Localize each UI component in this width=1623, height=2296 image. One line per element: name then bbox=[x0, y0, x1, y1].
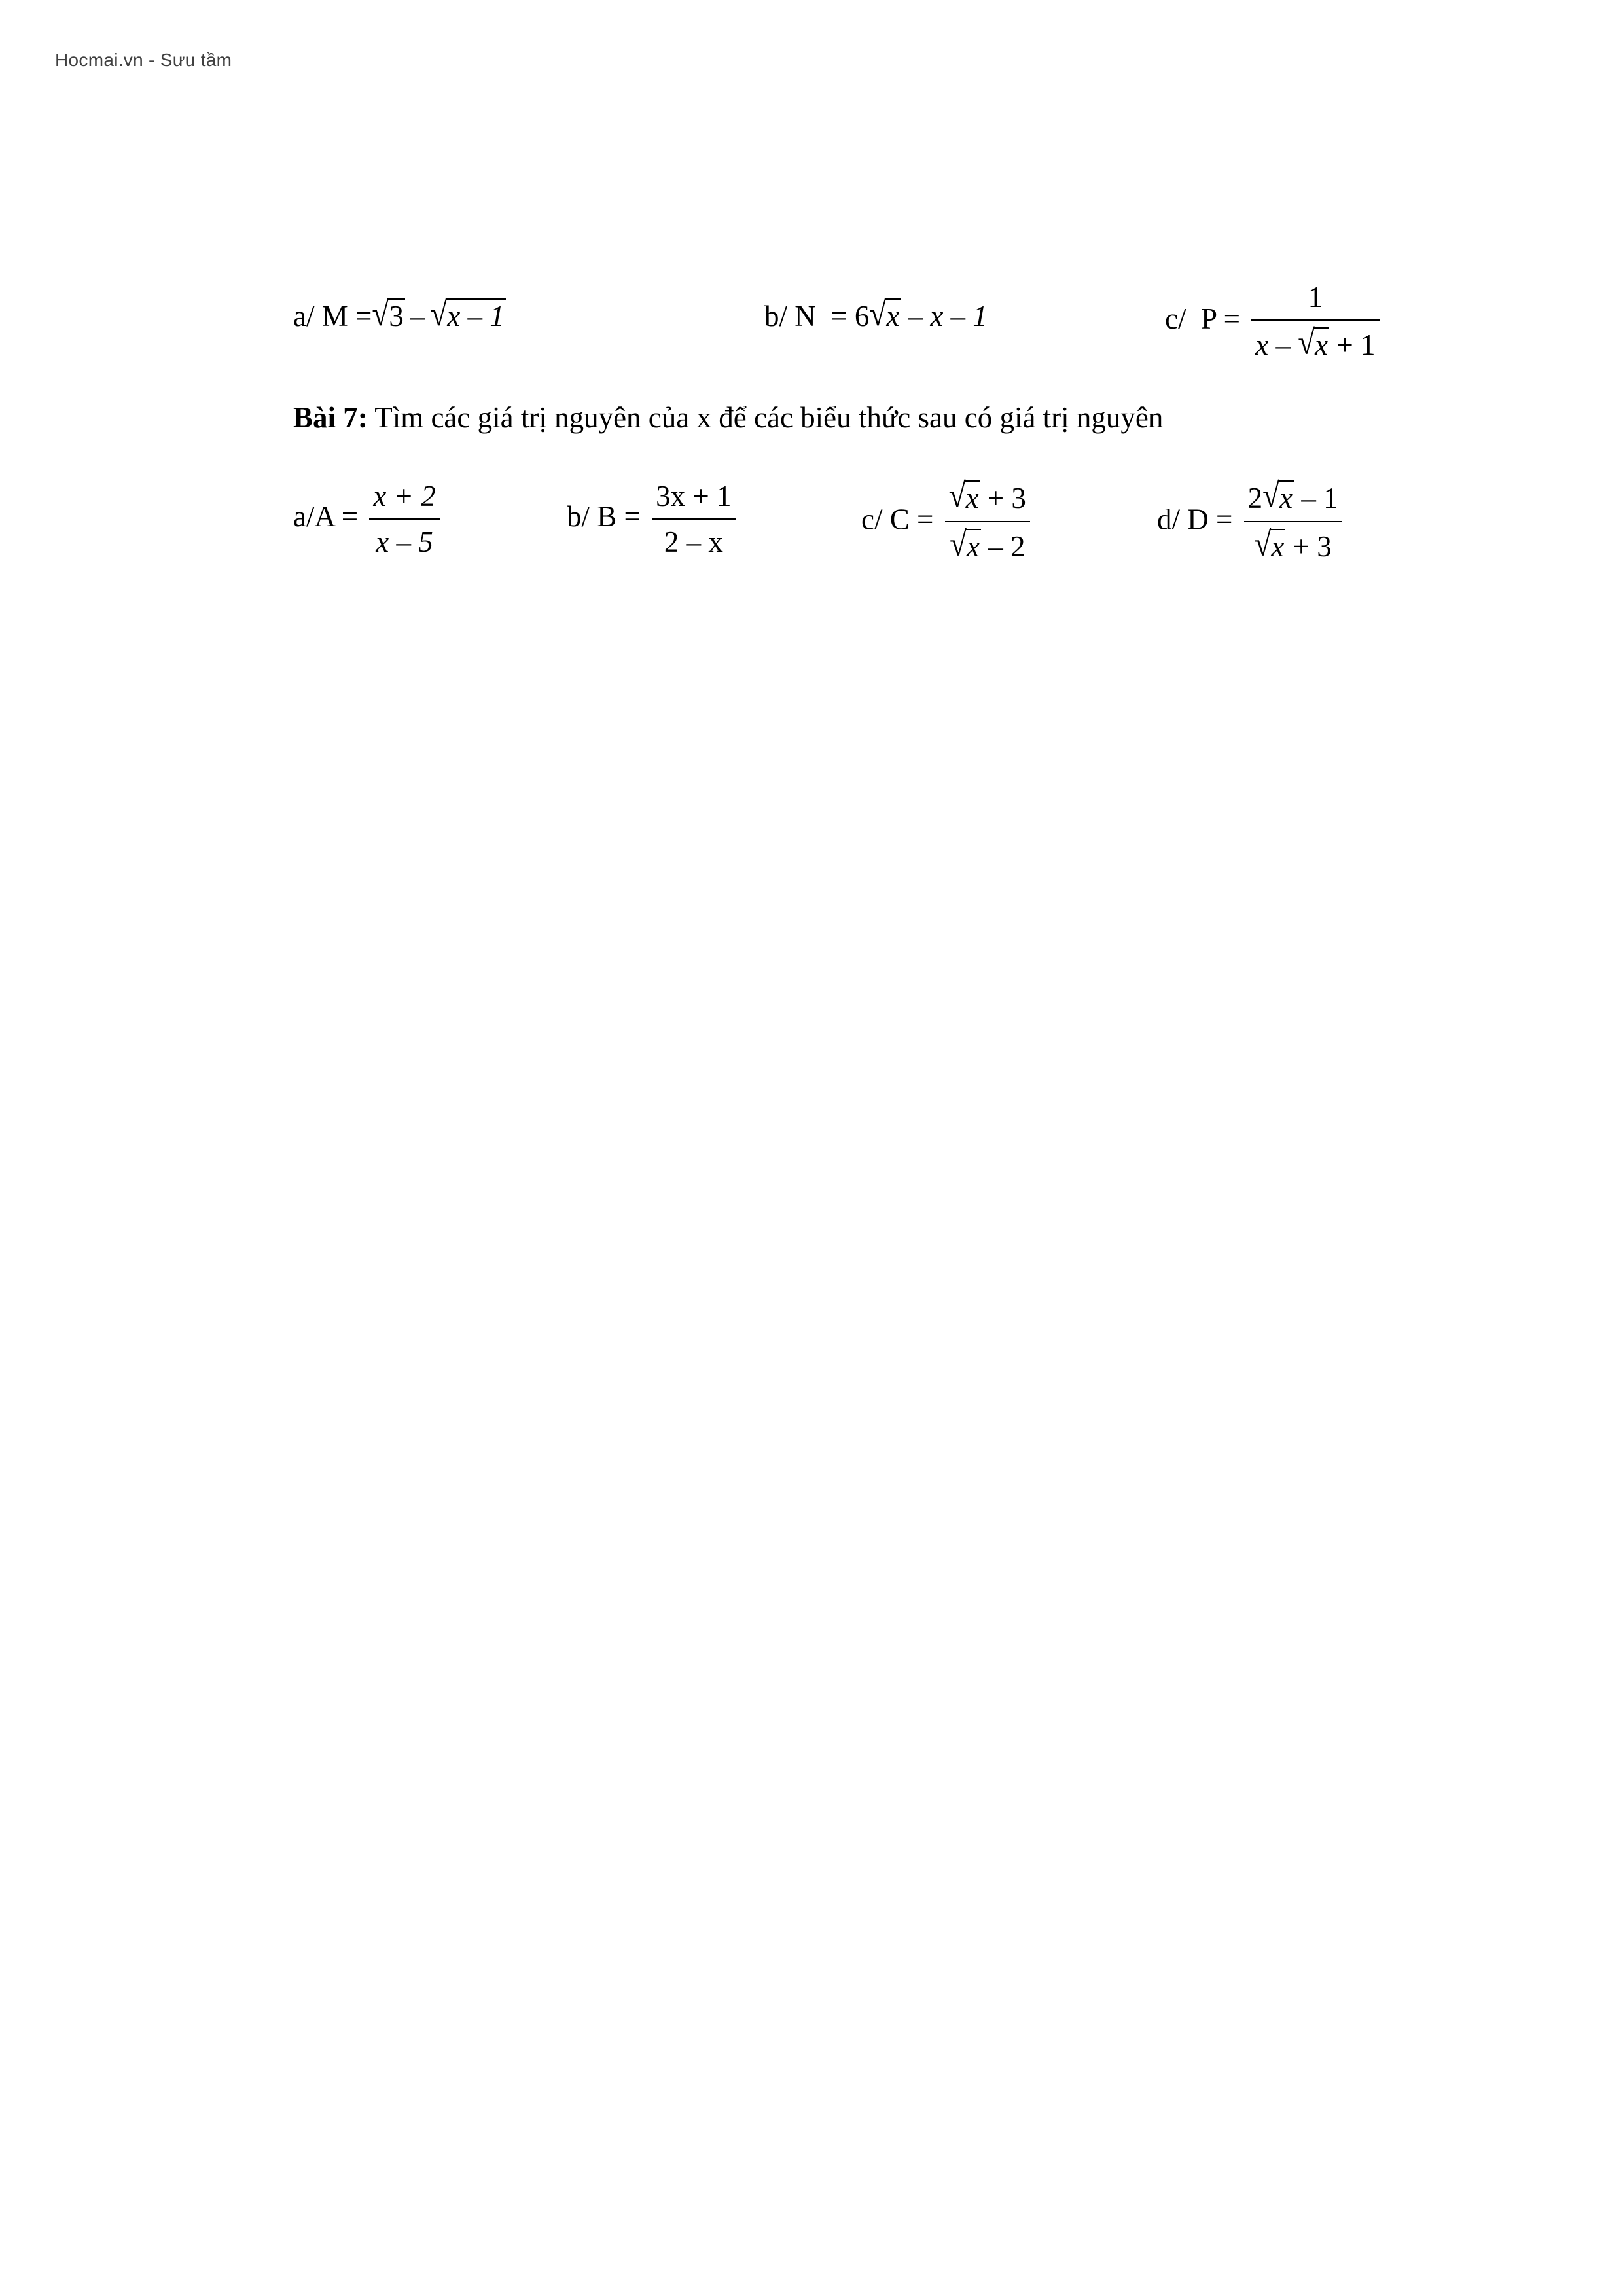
sqrt-symbol: √x bbox=[950, 525, 980, 564]
exercise-text: Tìm các giá trị nguyên của x để các biểu thức sau có giá trị nguyên bbox=[367, 401, 1164, 434]
expression-a bbox=[293, 480, 444, 558]
sqrt-symbol: √x bbox=[1254, 525, 1285, 564]
label-b-n: b/ N = bbox=[764, 300, 847, 332]
sqrt-symbol: √x bbox=[948, 476, 979, 515]
fraction-b: $\frac{3x + 1}{2 - x}$ bbox=[652, 480, 735, 558]
sqrt-symbol: √x – 1 bbox=[430, 295, 505, 334]
label-c: c/ C = bbox=[861, 503, 934, 536]
label-d: d/ D = bbox=[1157, 503, 1233, 536]
sqrt-symbol: √x bbox=[1262, 476, 1293, 515]
sqrt-symbol: √3 bbox=[372, 295, 404, 334]
fraction-c: $\frac{√x + 3}{√x - 2}$ bbox=[945, 480, 1030, 564]
expression-c bbox=[861, 476, 1034, 564]
expression-b bbox=[567, 480, 740, 558]
label-a: a/A = bbox=[293, 499, 359, 533]
exercise-title bbox=[293, 401, 1163, 435]
label-a-m: a/ M = bbox=[293, 300, 372, 332]
expression-p bbox=[1165, 281, 1383, 362]
fraction-d: $\frac{2√x - 1}{√x + 3}$ bbox=[1244, 480, 1342, 564]
sqrt-symbol: √x bbox=[869, 295, 900, 334]
expression-d bbox=[1157, 476, 1346, 564]
exercise-number: Bài 7: bbox=[293, 401, 368, 434]
expression-n: b/ N = 6√x – x – 1 bbox=[764, 295, 988, 334]
label-b: b/ B = bbox=[567, 499, 641, 533]
fraction-p: $\frac{1}{x - √x + 1}$ bbox=[1251, 281, 1379, 362]
expression-m: a/ M =√3 – √x – 1 bbox=[293, 295, 505, 334]
sqrt-symbol: √x bbox=[1298, 323, 1329, 362]
page-header-source: Hocmai.vn - Sưu tầm bbox=[55, 50, 232, 70]
fraction-a: $\frac{x + 2}{x - 5}$ bbox=[369, 480, 439, 558]
label-c-p: c/ P = bbox=[1165, 302, 1240, 336]
